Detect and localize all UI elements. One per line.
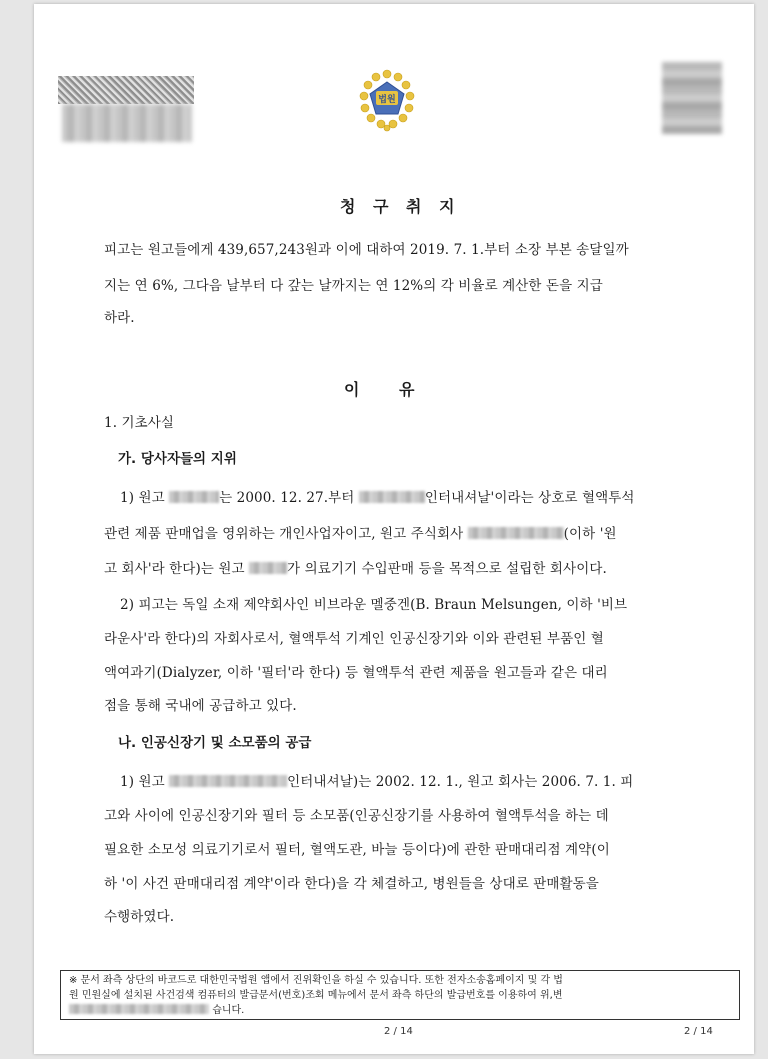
notice-line: 원 민원실에 설치된 사건검색 컴퓨터의 발급문서(번호)조회 메뉴에서 문서 좌측 하단의 발급번호를 이용하여 위,변: [69, 990, 563, 1001]
claim-line: 피고는 원고들에게 439,657,243원과 이에 대하여 2019. 7. 1.부터 소장 부본 송달일까: [104, 242, 629, 258]
redacted-name: [468, 527, 564, 539]
section-heading: 1. 기초사실: [104, 415, 175, 431]
notice-line: ※ 문서 좌측 상단의 바코드로 대한민국법원 앱에서 진위확인을 하실 수 있습니다. 또한 전자소송홈페이지 및 각 법: [69, 975, 563, 986]
paragraph-line: 2) 피고는 독일 소재 제약회사인 비브라운 멜중겐(B. Braun Melsungen, 이하 '비브: [120, 597, 628, 613]
paragraph-line: [104, 557, 607, 577]
claim-title: 청 구 취 지: [340, 197, 461, 216]
paragraph-line: 라운사'라 한다)의 자회사로서, 혈액투석 기계인 인공신장기와 이와 관련된 부품인 혈: [104, 631, 604, 647]
page-number-right: 2 / 14: [684, 1026, 713, 1037]
text-span: 인터내셔날'이라는 상호로 혈액투석: [424, 490, 635, 506]
document-page: [34, 4, 754, 1054]
text-span: 가 의료기기 수입판매 등을 목적으로 설립한 회사이다.: [287, 561, 607, 577]
paragraph-line: 액여과기(Dialyzer, 이하 '필터'라 한다) 등 혈액투석 관련 제품을 원고들과 같은 대리: [104, 665, 608, 681]
paragraph-line: 점을 통해 국내에 공급하고 있다.: [104, 698, 297, 714]
redacted-name: [249, 562, 287, 574]
court-emblem-icon: [352, 64, 422, 140]
paragraph-line: 하 '이 사건 판매대리점 계약'이라 한다)을 각 체결하고, 병원들을 상대로 판매활동을: [104, 876, 599, 892]
verification-notice: [60, 970, 740, 1020]
qr-code-redacted: [662, 62, 722, 134]
redacted-issue-number: [69, 1004, 209, 1014]
barcode-redacted: [62, 104, 192, 142]
paragraph-line: 필요한 소모성 의료기기로서 필터, 혈액도관, 바늘 등이다)에 관한 판매대리점 계약(이: [104, 842, 610, 858]
text-span: 습니다.: [212, 1005, 245, 1016]
emblem-label: 법원: [378, 95, 396, 105]
notice-line: [69, 1003, 731, 1018]
subsection-heading: 나. 인공신장기 및 소모품의 공급: [118, 735, 312, 751]
redacted-name: [169, 775, 287, 787]
paragraph-line: [120, 770, 633, 790]
subsection-heading: 가. 당사자들의 지위: [118, 451, 237, 467]
paragraph-line: 수행하였다.: [104, 909, 175, 925]
paragraph-line: 고와 사이에 인공신장기와 필터 등 소모품(인공신장기를 사용하여 혈액투석을 하는 데: [104, 808, 609, 824]
text-span: 인터내셔날)는 2002. 12. 1., 원고 회사는 2006. 7. 1. 피: [287, 774, 634, 790]
text-span: (이하 '원: [563, 526, 617, 542]
redacted-name: [169, 491, 219, 503]
text-span: 1) 원고: [120, 774, 165, 790]
text-span: 는 2000. 12. 27.부터: [219, 490, 355, 506]
text-span: 1) 원고: [120, 490, 165, 506]
claim-line: 하라.: [104, 310, 135, 326]
paragraph-line: [120, 486, 635, 506]
paragraph-line: [104, 522, 617, 542]
barcode-noise: [58, 76, 194, 104]
text-span: 고 회사'라 한다)는 원고: [104, 561, 245, 577]
reasons-title: 이 유: [344, 380, 421, 399]
text-span: 관련 제품 판매업을 영위하는 개인사업자이고, 원고 주식회사: [104, 526, 464, 542]
page-number-center: 2 / 14: [384, 1026, 413, 1037]
redacted-name: [359, 491, 425, 503]
claim-line: 지는 연 6%, 그다음 날부터 다 갚는 날까지는 연 12%의 각 비율로 계산한 돈을 지급: [104, 278, 603, 294]
